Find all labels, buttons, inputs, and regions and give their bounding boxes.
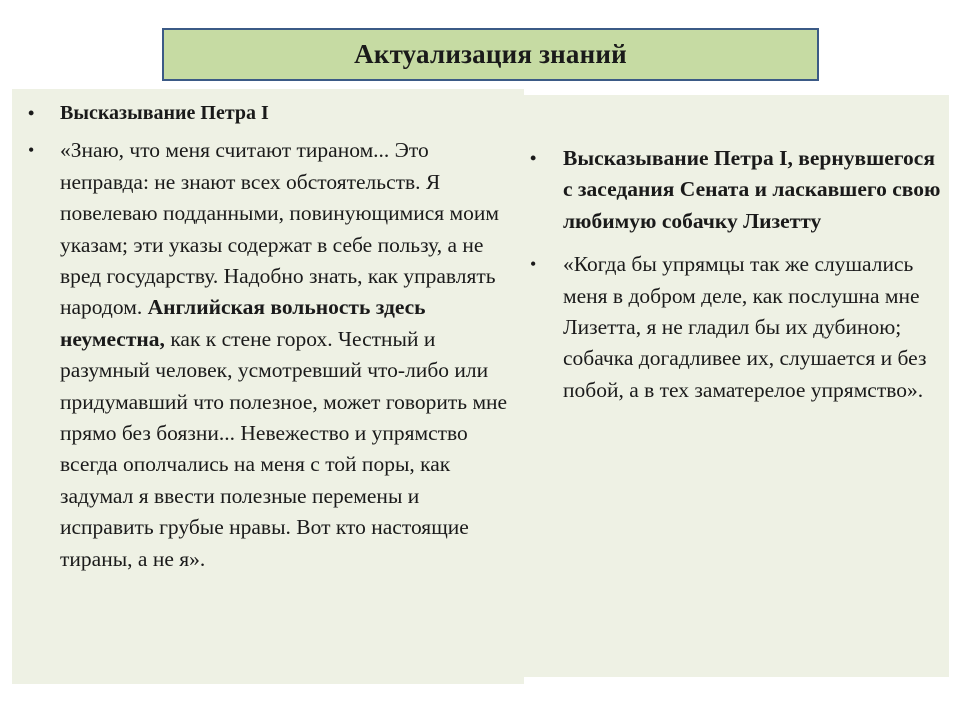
left-quote-bold: Английская вольность здесь неуместна,	[60, 295, 426, 351]
left-quote-part2: как к стене горох. Честный и разумный человек, усмотревший что-либо или придумавший что полезное, может говорить мне прямо без боязни... Невежество и упрямство всегда ополчались на меня с той поры, как задумал я ввести полезные перемены и исправить грубые нравы. Вот кто настоящие тираны, а не я».	[60, 326, 508, 571]
left-quote-item	[26, 135, 516, 575]
bullet-icon: •	[530, 254, 537, 275]
bullet-icon: •	[28, 103, 35, 123]
left-quote-part1: «Знаю, что меня считают тираном... Это неправда: не знают всех обстоятельств. Я повелеваю подданными, повинующимися моим указам; эти указы содержат в себе пользу, а не вред государству. Надобно знать, как управлять народом.	[60, 138, 499, 320]
left-heading: Высказывание Петра I	[60, 102, 269, 124]
left-column	[26, 98, 516, 575]
right-heading-item	[528, 143, 943, 237]
right-quote: «Когда бы упрямцы так же слушались меня в добром деле, как послушна мне Лизетта, я не гладил бы их дубиною; собачка догадливее их, слушается и без побой, а в тех заматерелое упрямство».	[563, 252, 927, 402]
title-banner	[162, 28, 819, 81]
left-heading-item	[26, 98, 516, 129]
bullet-icon: •	[28, 140, 35, 161]
slide-title: Актуализация знаний	[354, 39, 627, 69]
bullet-icon: •	[530, 148, 537, 168]
right-quote-item	[528, 249, 943, 406]
right-heading: Высказывание Петра I, вернувшегося с заседания Сената и ласкавшего свою любимую собачку Лизетту	[563, 146, 941, 233]
right-column	[528, 143, 943, 406]
